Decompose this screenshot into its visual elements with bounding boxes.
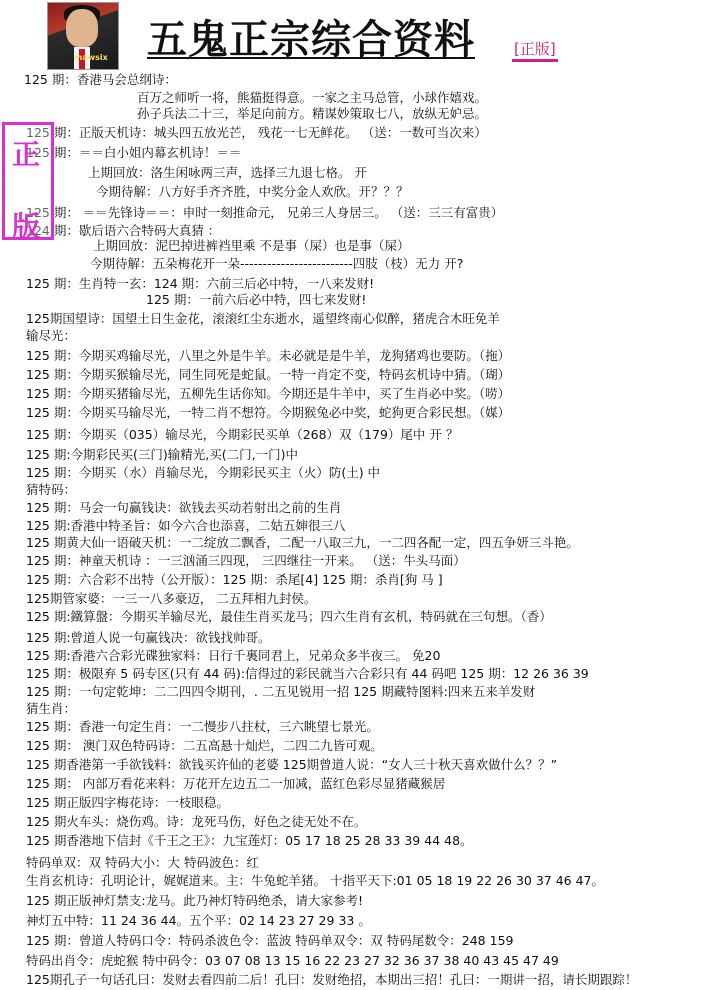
text-line: 125 期：香港一句定生肖：一二慢步八拄杖，三六眺望七景光。 (26, 719, 379, 734)
text-line: 125 期： ＝＝先锋诗＝＝：申时一刻推命元， 兄弟三人身居三。 （送：三三有富贵） (26, 205, 504, 220)
text-line: 125 期:鐵算盤：今期买羊输尽光，最佳生肖买龙马；四六生肖有玄机，特码就在三句想。（香） (26, 609, 552, 624)
text-line: 125 期：曾道人特码口令：特码杀波色令：蓝波 特码单双令：双 特码尾数令：248 159 (26, 933, 514, 948)
avatar-face (66, 9, 98, 47)
text-line: 125期国望诗：国望土日生金花，滚滚红尘东逝水，遥望终南心似醉，猪虎合木旺免羊 (26, 311, 500, 326)
page-title: 五鬼正宗综合资料 (147, 16, 475, 63)
text-line: 特码单双：双 特码大小：大 特码波色：红 (26, 855, 259, 870)
stamp-char-top: 正 (12, 138, 41, 171)
text-line: 125 期火车头：烧伤鸡。诗：龙死马伤，好色之徒无处不在。 (26, 814, 367, 829)
text-line: 猜特码： (26, 482, 77, 497)
text-line: 125 期香港第一手欲钱料：欲钱买许仙的老婆 125期曾道人说：“女人三十秋天喜欢做什么？？” (26, 757, 558, 772)
text-line: 125 期香港地下信封《千王之王》：九宝莲灯：05 17 18 25 28 33 39 44 48。 (26, 833, 473, 848)
text-line: 上期回放：泥巴掉进裤裆里乘 不是事（屎）也是事（屎） (93, 238, 410, 253)
text-line: 125 期： 内部万看花来料：万花开左边五二一加减，蓝红色彩尽显猪藏猴居 (26, 776, 446, 791)
text-line: 125 期正版四字梅花诗：一枝眼稳。 (26, 795, 229, 810)
text-line: 125 期：神童天机诗 ：一三汹涌三四现， 三四继往一开来。 （送：牛头马面） (26, 553, 466, 568)
text-line: 今期待解：五朵梅花开一朵-------------------------四肢（枝）无力 开? (90, 256, 464, 271)
text-line: 125 期：今期买鸡输尽光，八里之外是牛羊。未必就是是牛羊，龙狗猪鸡也要防。（拖） (26, 348, 511, 363)
text-line: 125 期:曾道人说一句赢钱决：欲钱找帅哥。 (26, 630, 271, 645)
text-line: 125 期：今期买（035）输尽光，今期彩民买单（268）双（179）尾中 开 ？ (26, 427, 459, 442)
text-line: 125 期：今期买（水）肖输尽光，今期彩民买主（火）防(土) 中 (26, 465, 381, 480)
avatar-watermark: mawsix (74, 53, 108, 62)
text-line: 输尽光： (26, 328, 77, 343)
text-line: 125 期：六合彩不出特（公开版）：125 期：杀尾[4] 125 期：杀肖[狗 马 ] (26, 572, 443, 587)
stamp-overlay (2, 122, 54, 243)
text-line: 125 期:香港中特圣旨：如今六合也添喜，二姑五婶很三八 (26, 518, 346, 533)
text-line: 125 期黄大仙一语破天机：一二绽放二飘香，二配一八取三九，一二四各配一定，四五争妍三斗艳。 (26, 535, 579, 550)
text-line: 特码出肖令：虎蛇猴 特中码令：03 07 08 13 15 16 22 23 27 32 36 37 38 40 43 45 47 49 (26, 953, 559, 968)
text-line: 125 期:今期彩民买(三门)输精光,买(二门,一门)中 (26, 447, 298, 462)
text-line: 神灯五中特：11 24 36 44。五个平：02 14 23 27 29 33 。 (26, 913, 371, 928)
text-line: 上期回放：洛生闲咏两三声，选择三九退七格。 开 (88, 165, 367, 180)
text-line: 125期管家婆：一三一八多豪迈， 二五拜相九封侯。 (26, 591, 317, 606)
edition-badge: [正版] (512, 38, 558, 62)
text-line: 125 期:香港六合彩光碟独家料：日行千裏同君上，兄弟众多半夜三。 免20 (26, 648, 441, 663)
text-line: 猜生肖： (26, 701, 77, 716)
text-line: 125 期：极限弃 5 码专区(只有 44 码):信得过的彩民就当六合彩只有 44 码吧 125 期：12 26 36 39 (26, 666, 589, 681)
text-line: 125 期：一前六后必中特，四七来发财! (146, 292, 367, 307)
text-line: 125 期：香港马会总纲诗： (24, 72, 177, 87)
stamp-char-bottom: 版 (12, 210, 41, 243)
text-line: 125 期： 澳门双色特码诗：二五高悬十灿烂，二四二九皆可观。 (26, 738, 383, 753)
text-line: 生肖玄机诗：孔明论计，娓娓道来。主：牛兔蛇羊猪。 十指平天下:01 05 18 19 22 26 30 37 46 47。 (26, 873, 605, 888)
avatar (47, 2, 119, 70)
text-line: 125 期：一句定乾坤：二二四四令期刊，. 二五见锐用一招 125 期藏特图料:四来五来羊发财 (26, 684, 536, 699)
text-line: 125期孔子一句话孔曰：发财去看四前二后！孔曰：发财绝招，本期出三招！孔曰：一期讲一招，请长期跟踪！ (26, 972, 638, 987)
text-line: 今期待解：八方好手齐齐胜，中奖分金人欢欣。开？？？ (96, 184, 409, 199)
text-line: 125 期：今期买猪输尽光，五柳先生话你知。今期还是牛羊中，买了生肖必中奖。（唠） (26, 386, 511, 401)
text-line: 百万之师听一将，熊猫挺得意。一家之主马总管，小球作嬉戏。 (137, 90, 488, 105)
text-line: 125 期：正版天机诗：城头四五放光芒， 残花一七无鲜花。 （送：一数可当次来） (26, 125, 487, 140)
text-line: 孙子兵法二十三，举足向前方。精谋妙策取七八，放纵无妒忌。 (137, 106, 488, 121)
text-line: 124 期：歇后语六合特码大真猜 ： (26, 223, 221, 238)
text-line: 125 期：＝＝白小姐内幕玄机诗！＝＝ (26, 145, 242, 160)
text-line: 125 期：马会一句赢钱诀：欲钱去买动若射出之前的生肖 (26, 500, 342, 515)
text-line: 125 期：今期买马输尽光，一特二肖不想符。今期猴兔必中奖，蛇狗更合彩民想。（媒） (26, 405, 511, 420)
text-line: 125 期正版神灯禁支:龙马。此乃神灯特码绝杀，请大家参考! (26, 893, 364, 908)
text-line: 125 期：今期买猴输尽光，同生同死是蛇鼠。一特一肖定不变，特码玄机诗中猜。（瑚） (26, 367, 511, 382)
text-line: 125 期：生肖特一玄：124 期：六前三后必中特，一八来发财! (26, 276, 375, 291)
